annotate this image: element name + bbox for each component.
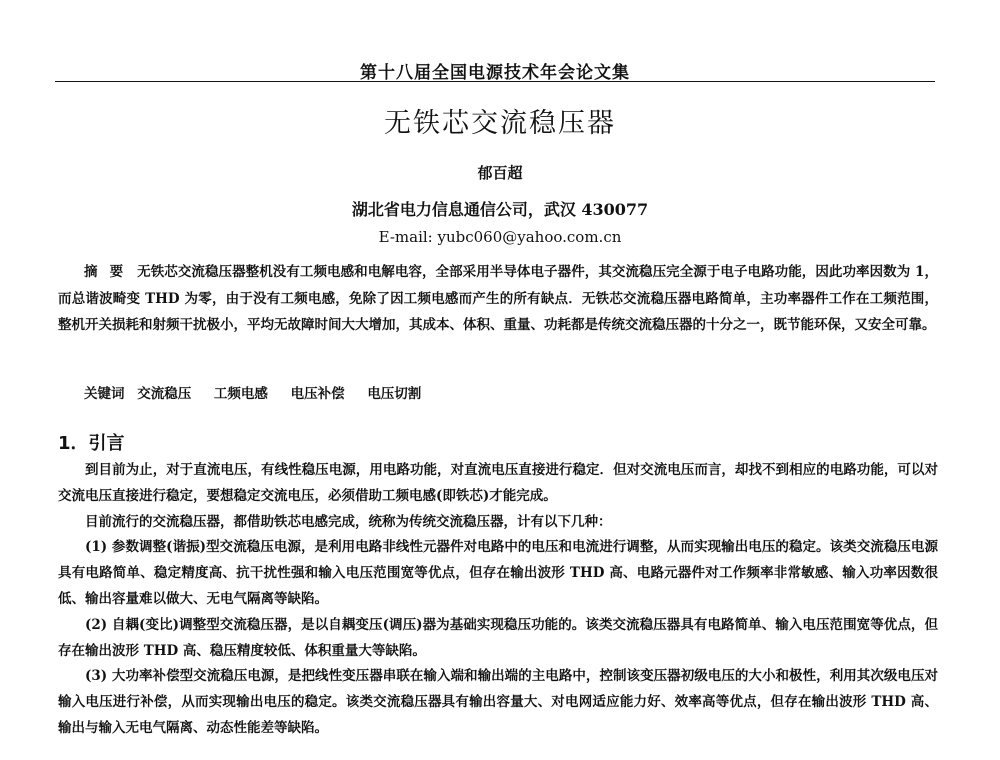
author-affiliation: 湖北省电力信息通信公司，武汉 430077 [351, 200, 649, 219]
section-heading-introduction: 1．引言 [58, 433, 125, 454]
abstract [58, 259, 938, 339]
paragraph: (2) 自耦(变比)调整型交流稳压器，是以自耦变压(调压)器为基础实现稳压功能的。该类交流稳压器具有电路简单、输入电压范围宽等优点，但存在输出波形 THD 高、稳压精度较低、体积重量大等缺陷。 [58, 616, 938, 659]
running-header: 第十八届全国电源技术年会论文集 [360, 63, 630, 83]
paragraph: 到目前为止，对于直流电压，有线性稳压电源，用电路功能，对直流电压直接进行稳定．但对交流电压而言，却找不到相应的电路功能，可以对交流电压直接进行稳定，要想稳定交流电压，必须借助工频电感(即铁芯)才能完成。 [58, 462, 938, 504]
keywords-label: 关键词 [84, 386, 125, 402]
author-email: E-mail: yubc060@yahoo.com.cn [378, 228, 622, 246]
keywords [84, 382, 439, 402]
keyword-item: 电压补偿 [290, 386, 345, 402]
abstract-label: 摘要 [84, 264, 136, 280]
paragraph: (1) 参数调整(谐振)型交流稳压电源，是利用电路非线性元器件对电路中的电压和电流进行调整，从而实现输出电压的稳定。该类交流稳压电源具有电路简单、稳定精度高、抗干扰性强和输入电压范围宽等优点，但存在输出波形 THD 高、电路元器件对工作频率非常敏感、输入功率因数很低、输出容量难以做大、无电气隔离等缺陷。 [58, 539, 938, 607]
keyword-item: 工频电感 [213, 386, 268, 402]
header-rule [55, 81, 935, 82]
body-text [58, 458, 938, 742]
keyword-item: 交流稳压 [137, 386, 192, 402]
paragraph: (3) 大功率补偿型交流稳压电源，是把线性变压器串联在输入端和输出端的主电路中，控制该变压器初级电压的大小和极性，利用其次级电压对输入电压进行补偿，从而实现输出电压的稳定。该类交流稳压器具有输出容量大、对电网适应能力好、效率高等优点，但存在输出波形 THD 高、输出与输入无电气隔离、动态性能差等缺陷。 [58, 668, 938, 736]
abstract-text: 无铁芯交流稳压器整机没有工频电感和电解电容，全部采用半导体电子器件，其交流稳压完全源于电子电路功能，因此功率因数为 1，而总谐波畸变 THD 为零，由于没有工频电感，免除了因工频电感而产生的所有缺点．无铁芯交流稳压器电路简单，主功率器件工作在工频范围，整机开关损耗和射频干扰极小，平均无故障时间大大增加，其成本、体积、重量、功耗都是传统交流稳压器的十分之一，既节能环保，又安全可靠。 [58, 264, 939, 333]
paragraph: 目前流行的交流稳压器，都借助铁芯电感完成，统称为传统交流稳压器，计有以下几种： [85, 513, 612, 530]
paper-title: 无铁芯交流稳压器 [384, 108, 616, 139]
keyword-item: 电压切割 [367, 386, 422, 402]
author-name: 郁百超 [477, 164, 523, 182]
